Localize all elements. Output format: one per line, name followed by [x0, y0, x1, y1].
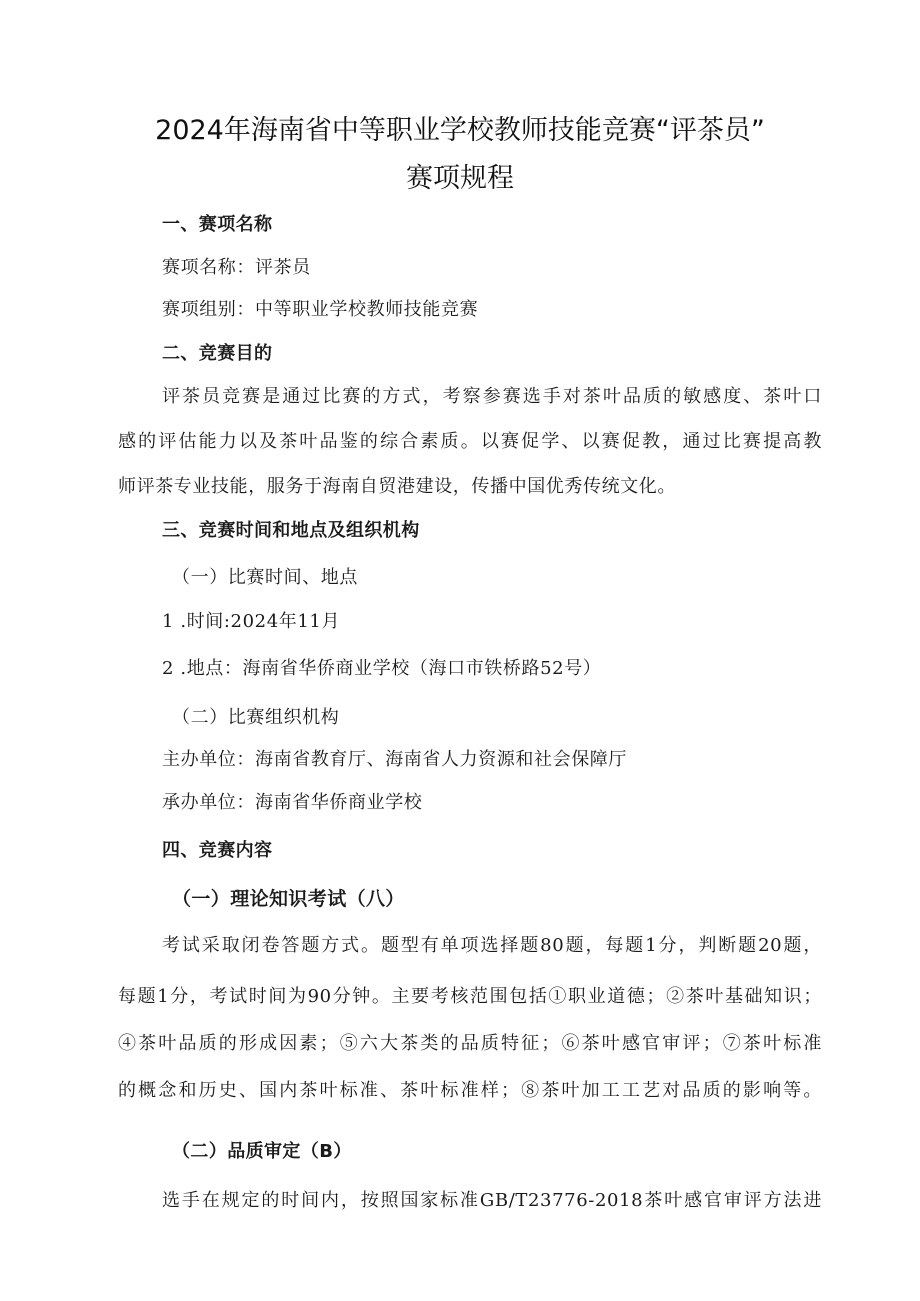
quality-paragraph-line-1: 选手在规定的时间内，按照国家标准GB/T23776-2018茶叶感官审评方法进	[162, 1190, 822, 1211]
subsection-organization: （二）比赛组织机构	[172, 707, 340, 728]
theory-paragraph-line-1: 考试采取闭卷答题方式。题型有单项选择题80题，每题1分，判断题20题，	[162, 935, 822, 956]
event-name-line: 赛项名称：评茶员	[162, 257, 311, 278]
theory-paragraph-line-4: 的概念和历史、国内茶叶标准、茶叶标准样；⑧茶叶加工工艺对品质的影响等。	[118, 1080, 822, 1101]
section-heading-content: 四、竞赛内容	[162, 840, 273, 861]
section-heading-time-place: 三、竞赛时间和地点及组织机构	[162, 520, 420, 541]
organizer-unit-line: 承办单位：海南省华侨商业学校	[162, 792, 423, 813]
subsection-theory-exam: （一）理论知识考试（八）	[172, 888, 405, 910]
theory-paragraph-line-2: 每题1分，考试时间为90分钟。主要考核范围包括①职业道德；②茶叶基础知识；	[118, 986, 822, 1007]
document-title-line-2: 赛项规程	[406, 163, 514, 194]
section-heading-name: 一、赛项名称	[162, 214, 273, 235]
subsection-time-place: （一）比赛时间、地点	[172, 567, 358, 588]
purpose-paragraph-line-1: 评茶员竞赛是通过比赛的方式，考察参赛选手对茶叶品质的敏感度、茶叶口	[162, 386, 822, 407]
section-heading-purpose: 二、竞赛目的	[162, 343, 273, 364]
host-unit-line: 主办单位：海南省教育厅、海南省人力资源和社会保障厅	[162, 749, 627, 770]
document-title-line-1: 2024年海南省中等职业学校教师技能竞赛“评茶员”	[155, 115, 765, 146]
subsection-quality-assessment: （二）品质审定（B）	[172, 1141, 352, 1162]
purpose-paragraph-line-3: 师评茶专业技能，服务于海南自贸港建设，传播中国优秀传统文化。	[118, 476, 676, 497]
event-group-line: 赛项组别：中等职业学校教师技能竞赛	[162, 299, 479, 320]
purpose-paragraph-line-2: 感的评估能力以及茶叶品鉴的综合素质。以赛促学、以赛促教，通过比赛提高教	[118, 431, 822, 452]
place-line: 2 .地点：海南省华侨商业学校（海口市铁桥路52号）	[162, 658, 602, 679]
time-line: 1 .时间:2024年11月	[162, 611, 341, 632]
theory-paragraph-line-3: ④茶叶品质的形成因素；⑤六大茶类的品质特征；⑥茶叶感官审评；⑦茶叶标准	[118, 1033, 822, 1054]
